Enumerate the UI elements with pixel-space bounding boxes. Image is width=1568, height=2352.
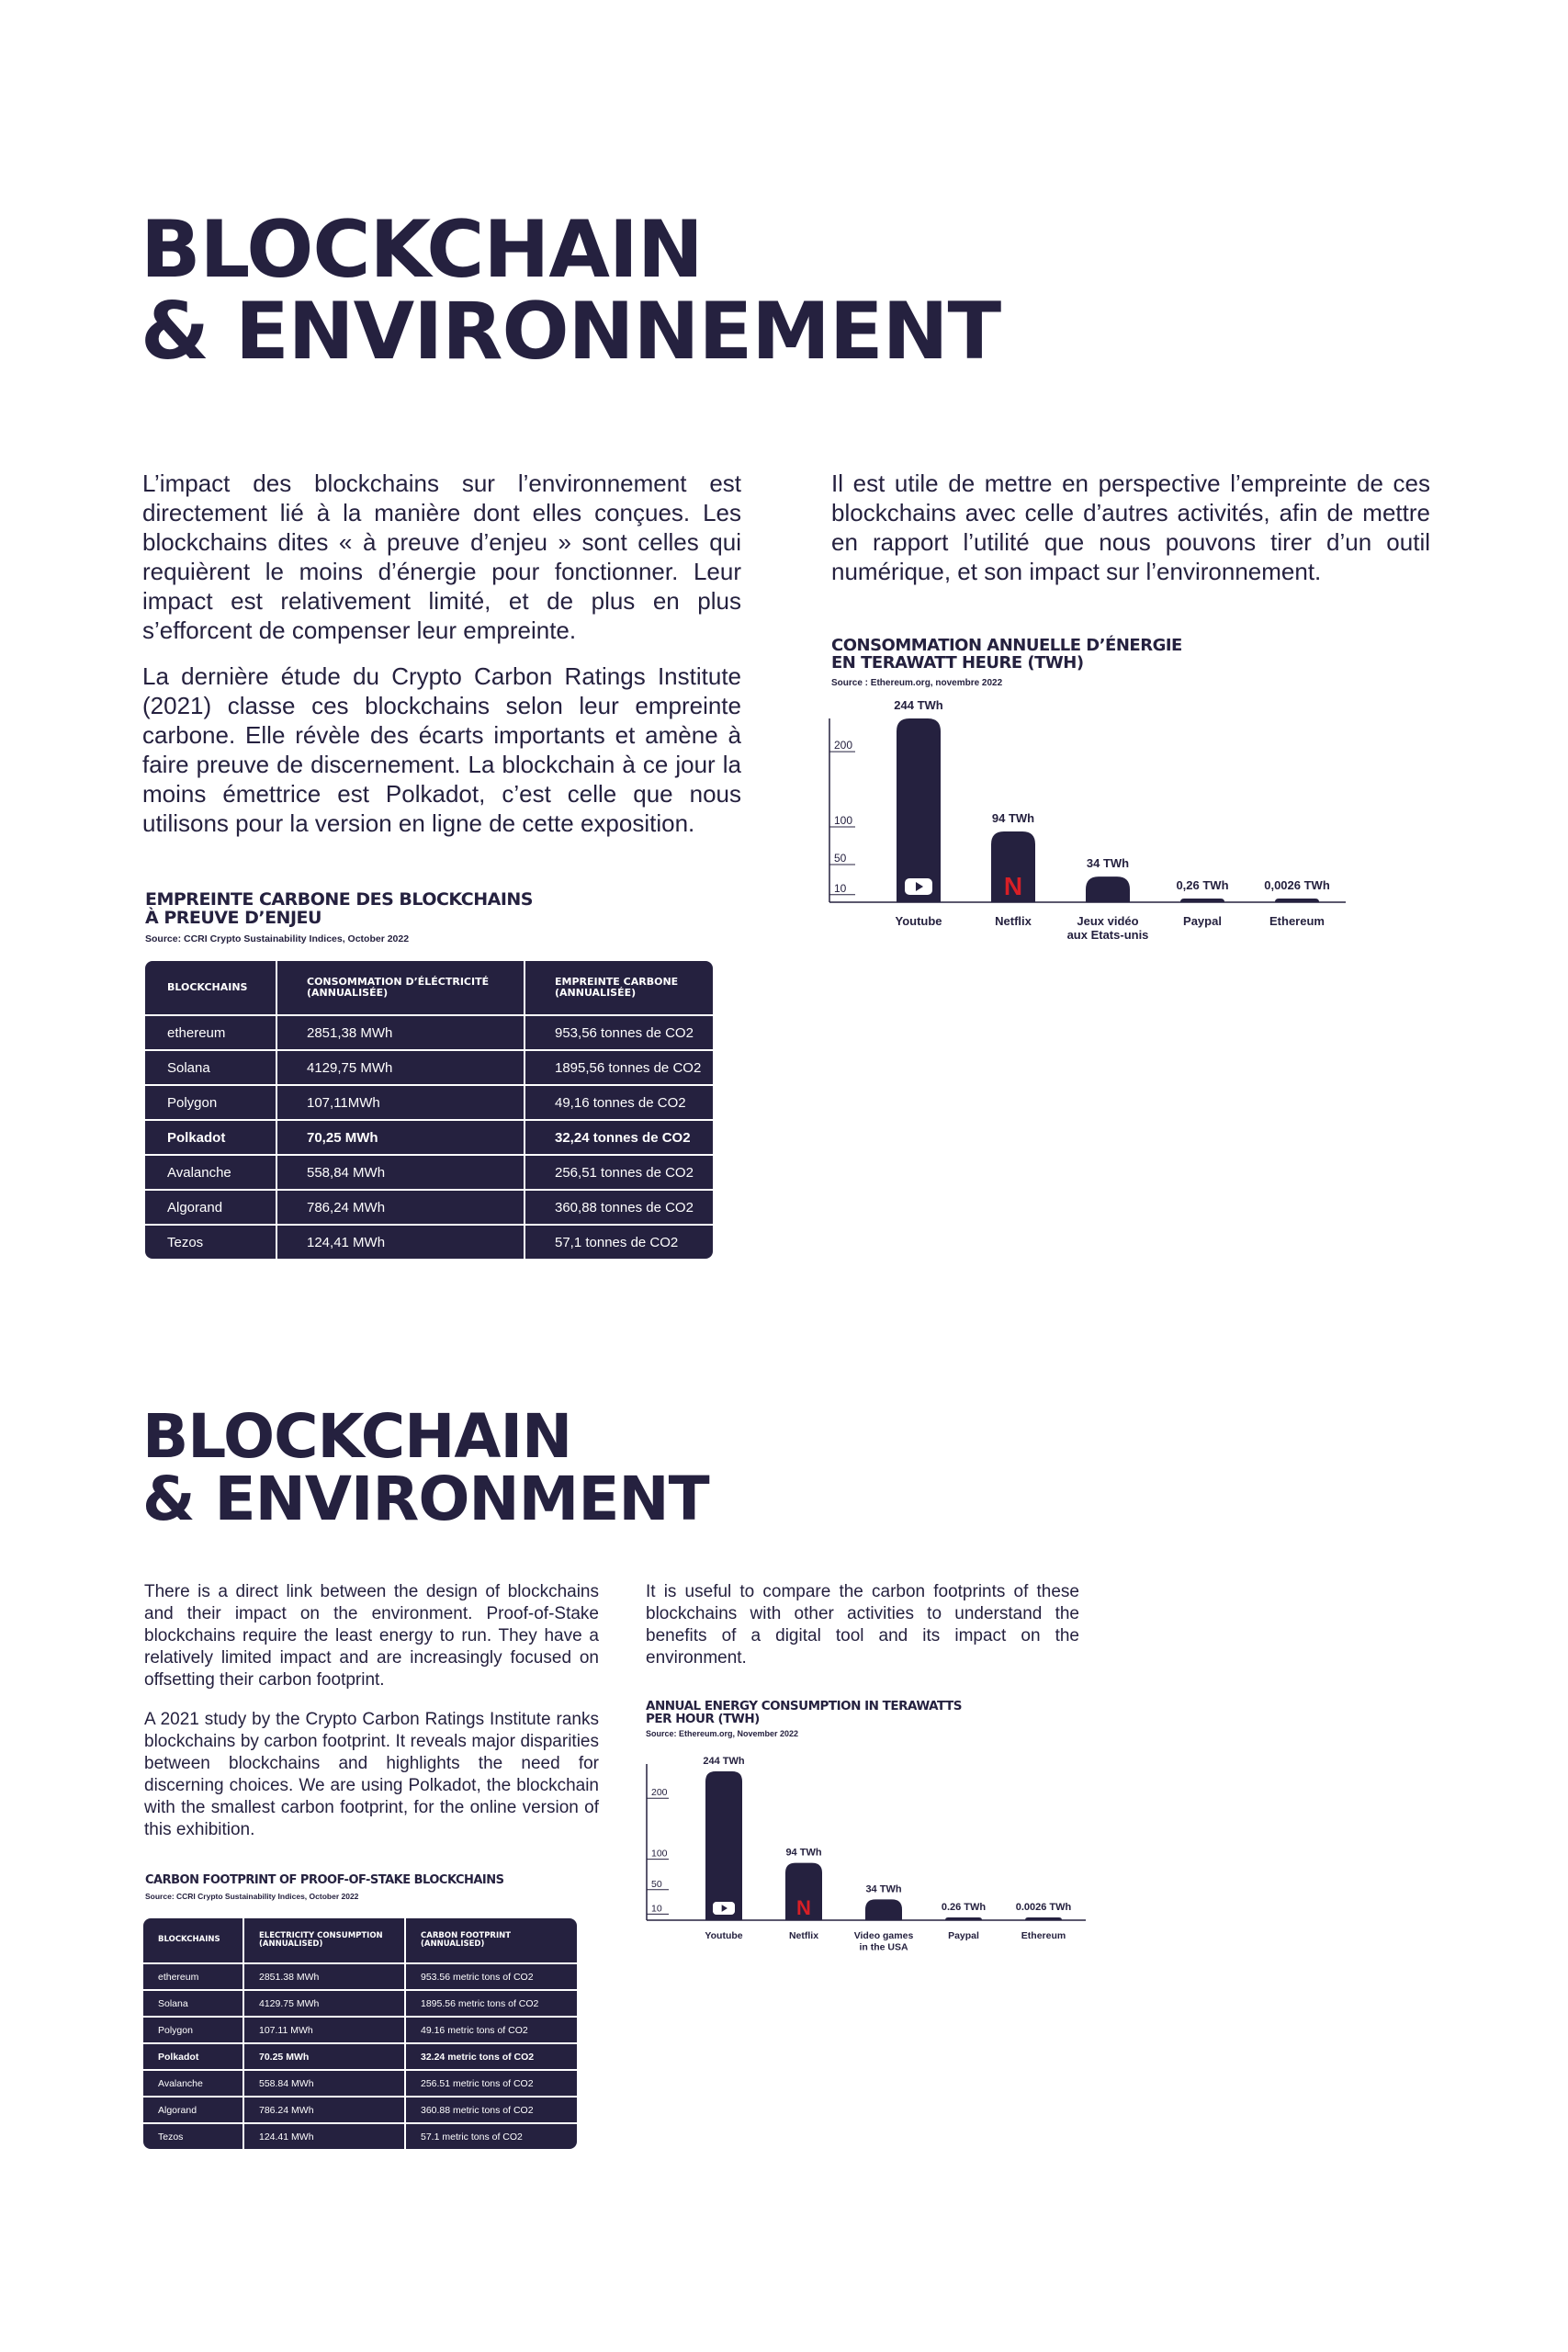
youtube-icon <box>905 878 932 895</box>
cell-consumption: 2851.38 MWh <box>244 1964 406 1991</box>
cell-footprint: 1895.56 metric tons of CO2 <box>406 1991 577 2018</box>
title-line-2: & ENVIRONMENT <box>142 1463 709 1534</box>
page-title-fr <box>141 204 1001 378</box>
table-title-fr <box>145 891 533 944</box>
cell-consumption: 124.41 MWh <box>244 2124 406 2149</box>
cell-footprint: 49,16 tonnes de CO2 <box>525 1086 713 1121</box>
table-row <box>143 2124 577 2149</box>
cell-blockchain: ethereum <box>143 1964 244 1991</box>
y-tick-label: 100 <box>834 814 853 828</box>
cell-blockchain: Tezos <box>143 2124 244 2149</box>
chart-title-en <box>646 1700 962 1738</box>
intro-paragraph-fr: L’impact des blockchains sur l’environnement est directement lié à la manière dont elles conçues. Les blockchains dites « à preuve d’enjeu » sont celles qui requièrent le moins d’énergie pour fonctionner. Leur impact est relativement limité, et de plus en plus s’efforcent de compenser leur empreinte. <box>142 469 741 644</box>
cell-blockchain: Polkadot <box>143 2044 244 2071</box>
y-tick-label: 10 <box>651 1903 662 1915</box>
cell-footprint: 57.1 metric tons of CO2 <box>421 2131 523 2143</box>
data-label: 34 TWh <box>1086 856 1130 871</box>
col-header-footprint: EMPREINTE CARBONE (ANNUALISÉE) <box>525 961 713 1016</box>
youtube-icon <box>713 1902 735 1915</box>
bar <box>705 1771 742 1920</box>
cell-blockchain: Avalanche <box>143 2071 244 2098</box>
y-tick-label: 10 <box>834 881 847 895</box>
cell-blockchain: Polygon <box>143 2018 244 2044</box>
cell-blockchain: Avalanche <box>145 1156 277 1191</box>
category-label: Youtube <box>895 914 942 928</box>
category-label: Netflix <box>995 914 1032 928</box>
cell-consumption: 4129.75 MWh <box>244 1991 406 2018</box>
y-tick-label: 50 <box>651 1878 662 1890</box>
cell-blockchain: Polkadot <box>145 1121 277 1156</box>
cell-footprint: 360,88 tonnes de CO2 <box>525 1191 713 1226</box>
data-label: 34 TWh <box>865 1883 902 1895</box>
cell-footprint: 256.51 metric tons of CO2 <box>406 2071 577 2098</box>
table-row <box>143 2098 577 2124</box>
table-row <box>145 1226 713 1259</box>
netflix-icon: N <box>796 1896 811 1919</box>
table-title-line-2: À PREUVE D’ENJEU <box>145 907 321 928</box>
cell-consumption: 2851,38 MWh <box>277 1016 525 1051</box>
study-paragraph-en: A 2021 study by the Crypto Carbon Ratings Institute ranks blockchains by carbon footprint. It reveals major disparities between blockchains and highlights the need for discerning choices. We are using Polkadot, the blockchain with the smallest carbon footprint, for the online version of this exhibition. <box>144 1710 599 1839</box>
cell-blockchain: Algorand <box>145 1191 277 1226</box>
cell-consumption: 107,11MWh <box>277 1086 525 1121</box>
cell-blockchain: Algorand <box>143 2098 244 2124</box>
carbon-footprint-table-en <box>143 1918 577 2149</box>
chart-title-line-1: ANNUAL ENERGY CONSUMPTION IN TERAWATTS <box>646 1699 962 1713</box>
cell-blockchain: Polygon <box>145 1086 277 1121</box>
data-label: 0,0026 TWh <box>1264 878 1330 892</box>
cell-footprint: 360.88 metric tons of CO2 <box>406 2098 577 2124</box>
table-title-line: CARBON FOOTPRINT OF PROOF-OF-STAKE BLOCKCHAINS <box>145 1873 504 1887</box>
cell-consumption: 124,41 MWh <box>277 1226 525 1259</box>
col-header-blockchains: BLOCKCHAINS <box>145 961 277 1016</box>
col-header-consumption: CONSOMMATION D’ÉLÉCTRICITÉ (ANNUALISÉE) <box>277 961 525 1016</box>
col-header-footprint: CARBON FOOTPRINT (ANNUALISED) <box>406 1918 577 1964</box>
table-row <box>143 1991 577 2018</box>
table-row <box>145 1016 713 1051</box>
data-label: 244 TWh <box>894 698 943 712</box>
perspective-paragraph-fr: Il est utile de mettre en perspective l’empreinte de ces blockchains avec celle d’autres activités, afin de mettre en rapport l’utilité que nous pouvons tirer d’un outil numérique, et son impact sur l’environnement. <box>831 469 1430 585</box>
table-row <box>145 1086 713 1121</box>
category-label: in the USA <box>859 1941 908 1953</box>
category-label: Video games <box>853 1930 914 1941</box>
table-title-en <box>145 1874 504 1901</box>
table-source: Source: CCRI Crypto Sustainability Indices, October 2022 <box>145 1891 359 1901</box>
cell-footprint: 256,51 tonnes de CO2 <box>525 1156 713 1191</box>
table-title-line-1: EMPREINTE CARBONE DES BLOCKCHAINS <box>145 889 533 910</box>
title-line-1: BLOCKCHAIN <box>142 1401 572 1472</box>
cell-footprint: 32,24 tonnes de CO2 <box>525 1121 713 1156</box>
table-row-highlight <box>143 2044 577 2071</box>
title-line-1: BLOCKCHAIN <box>141 204 703 296</box>
y-tick-label: 100 <box>651 1848 668 1860</box>
energy-chart-fr <box>822 698 1355 956</box>
table-row <box>143 2018 577 2044</box>
col-header-blockchains: BLOCKCHAINS <box>143 1918 244 1964</box>
category-label: Jeux vidéo <box>1077 914 1139 928</box>
cell-consumption: 70.25 MWh <box>244 2044 406 2071</box>
category-label: Youtube <box>705 1930 743 1941</box>
table-row <box>143 1964 577 1991</box>
title-line-2: & ENVIRONNEMENT <box>141 285 1001 378</box>
table-row-highlight <box>145 1121 713 1156</box>
category-label: Paypal <box>948 1930 979 1941</box>
bar <box>897 718 941 902</box>
chart-title-line-1: CONSOMMATION ANNUELLE D’ÉNERGIE <box>831 636 1182 655</box>
table-header-row <box>143 1918 577 1964</box>
table-source: Source: CCRI Crypto Sustainability Indices, October 2022 <box>145 933 410 944</box>
category-label: Ethereum <box>1021 1930 1066 1941</box>
cell-consumption: 558,84 MWh <box>277 1156 525 1191</box>
chart-source: Source: Ethereum.org, November 2022 <box>646 1729 799 1739</box>
netflix-icon: N <box>1003 872 1023 900</box>
category-label: Ethereum <box>1269 914 1325 928</box>
data-label: 94 TWh <box>785 1847 822 1859</box>
table-row <box>145 1051 713 1086</box>
table-header-row <box>145 961 713 1016</box>
col-header-consumption: ELECTRICITY CONSUMPTION (ANNUALISED) <box>244 1918 406 1964</box>
y-tick-label: 200 <box>834 739 853 752</box>
study-paragraph-fr: La dernière étude du Crypto Carbon Ratings Institute (2021) classe ces blockchains selon leur empreinte carbone. Elle révèle des écarts importants et amène à faire preuve de discernement. La blockchain à ce jour la moins émettrice est Polkadot, c’est celle que nous utilisons pour la version en ligne de cette exposition. <box>142 662 741 837</box>
table-row <box>143 2071 577 2098</box>
chart-title-line-2: EN TERAWATT HEURE (TWH) <box>831 652 1084 673</box>
data-label: 94 TWh <box>991 810 1035 825</box>
cell-consumption: 786.24 MWh <box>244 2098 406 2124</box>
cell-consumption: 786,24 MWh <box>277 1191 525 1226</box>
chart-title-fr <box>831 638 1182 688</box>
table-row <box>145 1156 713 1191</box>
bar <box>1086 876 1130 902</box>
category-label: Netflix <box>788 1930 819 1941</box>
bar <box>945 1917 982 1920</box>
perspective-paragraph-en: It is useful to compare the carbon footprints of these blockchains with other activities to understand the benefits of a digital tool and its impact on the environment. <box>646 1582 1079 1668</box>
bar <box>1025 1917 1062 1920</box>
table-row <box>145 1191 713 1226</box>
chart-title-line-2: PER HOUR (TWH) <box>646 1712 760 1727</box>
cell-footprint: 49.16 metric tons of CO2 <box>406 2018 577 2044</box>
data-label: 0.26 TWh <box>941 1902 987 1913</box>
y-tick-label: 50 <box>834 852 847 865</box>
cell-blockchain: Solana <box>145 1051 277 1086</box>
cell-consumption: 107.11 MWh <box>244 2018 406 2044</box>
data-label: 244 TWh <box>703 1756 745 1767</box>
carbon-footprint-table-fr <box>145 961 713 1259</box>
page-title-en <box>142 1401 709 1534</box>
cell-footprint: 1895,56 tonnes de CO2 <box>525 1051 713 1086</box>
cell-blockchain: Solana <box>143 1991 244 2018</box>
data-label: 0.0026 TWh <box>1015 1902 1072 1913</box>
y-tick-label: 200 <box>651 1787 668 1799</box>
cell-footprint: 32.24 metric tons of CO2 <box>406 2044 577 2071</box>
cell-consumption: 558.84 MWh <box>244 2071 406 2098</box>
intro-paragraph-en: There is a direct link between the design of blockchains and their impact on the environment. Proof-of-Stake blockchains require the least energy to run. They have a relatively limited impact and are increasingly focused on offsetting their carbon footprint. <box>144 1582 599 1690</box>
category-label: Paypal <box>1183 914 1222 928</box>
category-label: aux Etats-unis <box>1066 928 1149 942</box>
bar <box>1180 899 1224 902</box>
chart-source: Source : Ethereum.org, novembre 2022 <box>831 677 1003 688</box>
cell-footprint: 57,1 tonnes de CO2 <box>555 1234 679 1250</box>
cell-blockchain: Tezos <box>145 1226 277 1259</box>
cell-blockchain: ethereum <box>145 1016 277 1051</box>
bar <box>1275 899 1319 902</box>
bar <box>865 1899 902 1920</box>
energy-chart-en <box>641 1755 1091 1962</box>
data-label: 0,26 TWh <box>1176 878 1229 892</box>
cell-footprint: 953.56 metric tons of CO2 <box>406 1964 577 1991</box>
cell-consumption: 70,25 MWh <box>277 1121 525 1156</box>
cell-consumption: 4129,75 MWh <box>277 1051 525 1086</box>
cell-footprint: 953,56 tonnes de CO2 <box>525 1016 713 1051</box>
